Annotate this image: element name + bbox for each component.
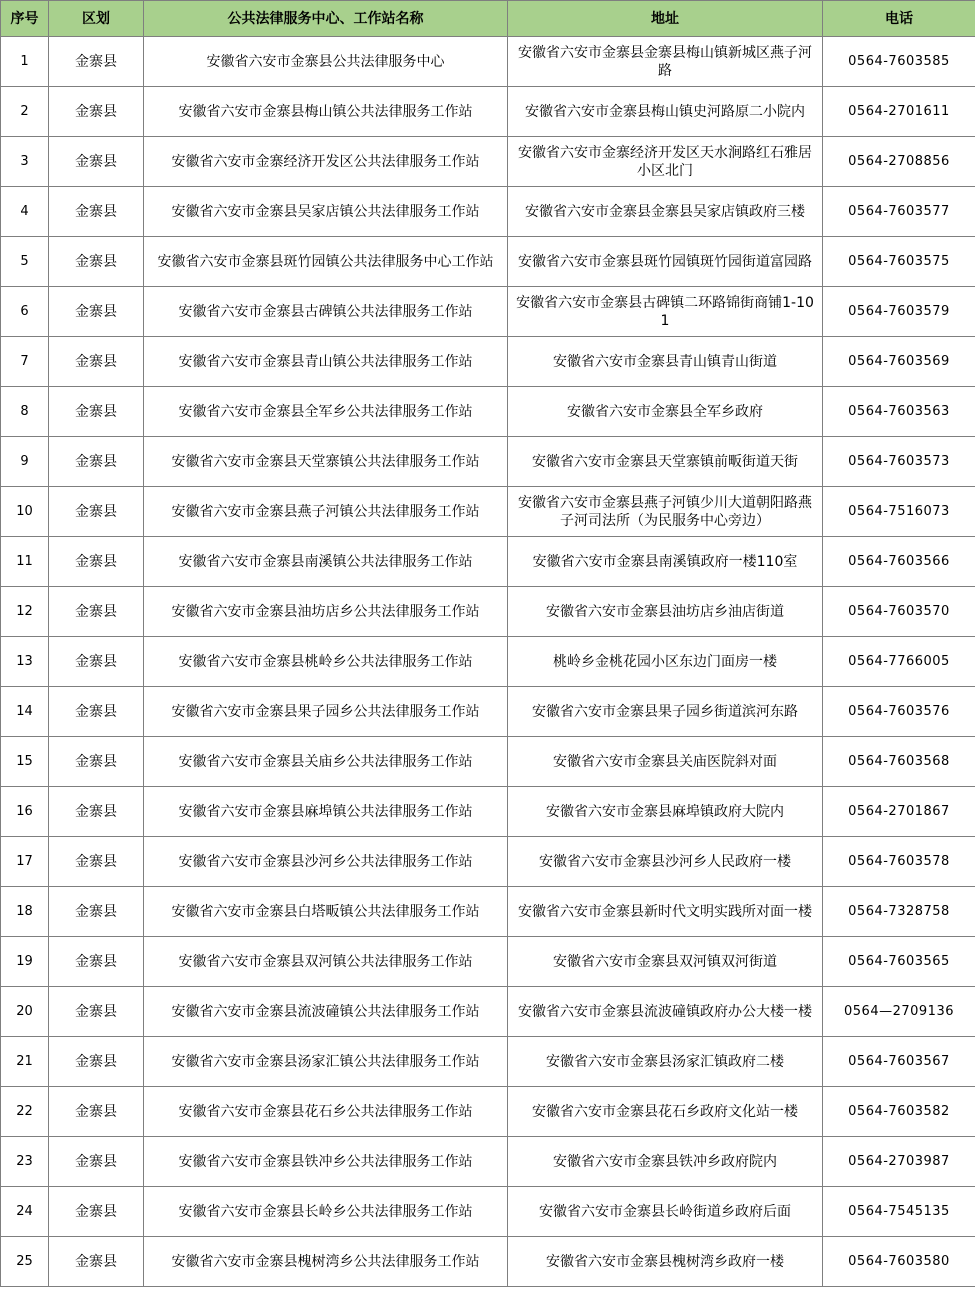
cell-station-name: 安徽省六安市金寨县麻埠镇公共法律服务工作站 — [144, 787, 508, 837]
cell-address: 安徽省六安市金寨县花石乡政府文化站一楼 — [508, 1087, 823, 1137]
cell-address: 安徽省六安市金寨县金寨县吴家店镇政府三楼 — [508, 187, 823, 237]
cell-station-name: 安徽省六安市金寨县全军乡公共法律服务工作站 — [144, 387, 508, 437]
cell-station-name: 安徽省六安市金寨县斑竹园镇公共法律服务中心工作站 — [144, 237, 508, 287]
cell-district: 金寨县 — [49, 87, 144, 137]
cell-phone: 0564-7603576 — [823, 687, 975, 737]
cell-phone: 0564-7603563 — [823, 387, 975, 437]
table-row — [1, 337, 975, 387]
cell-station-name: 安徽省六安市金寨县流波䃥镇公共法律服务工作站 — [144, 987, 508, 1037]
cell-phone: 0564-7545135 — [823, 1187, 975, 1237]
table-row — [1, 1137, 975, 1187]
cell-phone: 0564-7603568 — [823, 737, 975, 787]
cell-district: 金寨县 — [49, 37, 144, 87]
cell-address: 安徽省六安市金寨经济开发区天水涧路红石雅居小区北门 — [508, 137, 823, 187]
cell-seq: 1 — [1, 37, 49, 87]
table-row — [1, 887, 975, 937]
cell-seq: 23 — [1, 1137, 49, 1187]
cell-seq: 19 — [1, 937, 49, 987]
cell-address: 安徽省六安市金寨县长岭街道乡政府后面 — [508, 1187, 823, 1237]
table-row — [1, 387, 975, 437]
header-district: 区划 — [49, 1, 144, 37]
cell-district: 金寨县 — [49, 237, 144, 287]
cell-phone: 0564-7603579 — [823, 287, 975, 337]
cell-seq: 4 — [1, 187, 49, 237]
cell-district: 金寨县 — [49, 737, 144, 787]
table-row — [1, 1087, 975, 1137]
cell-station-name: 安徽省六安市金寨县果子园乡公共法律服务工作站 — [144, 687, 508, 737]
table-row — [1, 987, 975, 1037]
cell-station-name: 安徽省六安市金寨县桃岭乡公共法律服务工作站 — [144, 637, 508, 687]
cell-address: 安徽省六安市金寨县双河镇双河街道 — [508, 937, 823, 987]
cell-district: 金寨县 — [49, 1037, 144, 1087]
table-row — [1, 137, 975, 187]
table-row — [1, 437, 975, 487]
cell-district: 金寨县 — [49, 1187, 144, 1237]
cell-seq: 8 — [1, 387, 49, 437]
cell-district: 金寨县 — [49, 337, 144, 387]
cell-address: 安徽省六安市金寨县沙河乡人民政府一楼 — [508, 837, 823, 887]
cell-station-name: 安徽省六安市金寨县槐树湾乡公共法律服务工作站 — [144, 1237, 508, 1287]
cell-station-name: 安徽省六安市金寨经济开发区公共法律服务工作站 — [144, 137, 508, 187]
cell-phone: 0564-7603567 — [823, 1037, 975, 1087]
cell-address: 安徽省六安市金寨县汤家汇镇政府二楼 — [508, 1037, 823, 1087]
cell-station-name: 安徽省六安市金寨县双河镇公共法律服务工作站 — [144, 937, 508, 987]
cell-station-name: 安徽省六安市金寨县天堂寨镇公共法律服务工作站 — [144, 437, 508, 487]
cell-phone: 0564-2701611 — [823, 87, 975, 137]
cell-phone: 0564-7603582 — [823, 1087, 975, 1137]
cell-seq: 9 — [1, 437, 49, 487]
cell-phone: 0564-7603575 — [823, 237, 975, 287]
cell-district: 金寨县 — [49, 487, 144, 537]
cell-seq: 20 — [1, 987, 49, 1037]
table-row — [1, 1237, 975, 1287]
cell-phone: 0564-7603570 — [823, 587, 975, 637]
header-row — [1, 1, 975, 37]
cell-address: 安徽省六安市金寨县梅山镇史河路原二小院内 — [508, 87, 823, 137]
cell-station-name: 安徽省六安市金寨县花石乡公共法律服务工作站 — [144, 1087, 508, 1137]
cell-station-name: 安徽省六安市金寨县汤家汇镇公共法律服务工作站 — [144, 1037, 508, 1087]
cell-seq: 25 — [1, 1237, 49, 1287]
cell-seq: 12 — [1, 587, 49, 637]
cell-district: 金寨县 — [49, 787, 144, 837]
cell-address: 安徽省六安市金寨县燕子河镇少川大道朝阳路燕子河司法所（为民服务中心旁边） — [508, 487, 823, 537]
cell-phone: 0564-7603569 — [823, 337, 975, 387]
cell-seq: 11 — [1, 537, 49, 587]
cell-seq: 15 — [1, 737, 49, 787]
cell-address: 安徽省六安市金寨县新时代文明实践所对面一楼 — [508, 887, 823, 937]
cell-address: 安徽省六安市金寨县南溪镇政府一楼110室 — [508, 537, 823, 587]
cell-address: 安徽省六安市金寨县关庙医院斜对面 — [508, 737, 823, 787]
cell-station-name: 安徽省六安市金寨县南溪镇公共法律服务工作站 — [144, 537, 508, 587]
cell-address: 安徽省六安市金寨县油坊店乡油店街道 — [508, 587, 823, 637]
cell-district: 金寨县 — [49, 837, 144, 887]
cell-phone: 0564-7603578 — [823, 837, 975, 887]
cell-seq: 16 — [1, 787, 49, 837]
cell-phone: 0564-7603566 — [823, 537, 975, 587]
cell-station-name: 安徽省六安市金寨县青山镇公共法律服务工作站 — [144, 337, 508, 387]
cell-address: 安徽省六安市金寨县流波䃥镇政府办公大楼一楼 — [508, 987, 823, 1037]
cell-phone: 0564-7603565 — [823, 937, 975, 987]
cell-address: 安徽省六安市金寨县天堂寨镇前畈街道天街 — [508, 437, 823, 487]
header-name: 公共法律服务中心、工作站名称 — [144, 1, 508, 37]
cell-station-name: 安徽省六安市金寨县油坊店乡公共法律服务工作站 — [144, 587, 508, 637]
cell-district: 金寨县 — [49, 1237, 144, 1287]
table-row — [1, 687, 975, 737]
table-row — [1, 37, 975, 87]
table-row — [1, 737, 975, 787]
cell-phone: 0564-2703987 — [823, 1137, 975, 1187]
cell-station-name: 安徽省六安市金寨县沙河乡公共法律服务工作站 — [144, 837, 508, 887]
table-row — [1, 637, 975, 687]
cell-phone: 0564-7516073 — [823, 487, 975, 537]
cell-district: 金寨县 — [49, 937, 144, 987]
header-seq: 序号 — [1, 1, 49, 37]
cell-seq: 6 — [1, 287, 49, 337]
table-row — [1, 1037, 975, 1087]
cell-address: 安徽省六安市金寨县斑竹园镇斑竹园街道富园路 — [508, 237, 823, 287]
cell-seq: 22 — [1, 1087, 49, 1137]
cell-phone: 0564-7328758 — [823, 887, 975, 937]
table-row — [1, 487, 975, 537]
cell-station-name: 安徽省六安市金寨县古碑镇公共法律服务工作站 — [144, 287, 508, 337]
cell-phone: 0564-7603577 — [823, 187, 975, 237]
table-row — [1, 87, 975, 137]
cell-district: 金寨县 — [49, 437, 144, 487]
cell-phone: 0564-7603573 — [823, 437, 975, 487]
cell-address: 安徽省六安市金寨县金寨县梅山镇新城区燕子河路 — [508, 37, 823, 87]
table-row — [1, 587, 975, 637]
cell-district: 金寨县 — [49, 1087, 144, 1137]
cell-district: 金寨县 — [49, 287, 144, 337]
cell-station-name: 安徽省六安市金寨县铁冲乡公共法律服务工作站 — [144, 1137, 508, 1187]
cell-district: 金寨县 — [49, 887, 144, 937]
cell-station-name: 安徽省六安市金寨县吴家店镇公共法律服务工作站 — [144, 187, 508, 237]
cell-station-name: 安徽省六安市金寨县公共法律服务中心 — [144, 37, 508, 87]
cell-district: 金寨县 — [49, 1137, 144, 1187]
table-row — [1, 787, 975, 837]
cell-address: 安徽省六安市金寨县古碑镇二环路锦街商铺1-101 — [508, 287, 823, 337]
cell-address: 桃岭乡金桃花园小区东边门面房一楼 — [508, 637, 823, 687]
cell-seq: 13 — [1, 637, 49, 687]
cell-station-name: 安徽省六安市金寨县燕子河镇公共法律服务工作站 — [144, 487, 508, 537]
cell-district: 金寨县 — [49, 687, 144, 737]
cell-station-name: 安徽省六安市金寨县关庙乡公共法律服务工作站 — [144, 737, 508, 787]
cell-district: 金寨县 — [49, 637, 144, 687]
table-row — [1, 187, 975, 237]
table-row — [1, 537, 975, 587]
cell-district: 金寨县 — [49, 387, 144, 437]
cell-station-name: 安徽省六安市金寨县白塔畈镇公共法律服务工作站 — [144, 887, 508, 937]
cell-address: 安徽省六安市金寨县全军乡政府 — [508, 387, 823, 437]
table-row — [1, 837, 975, 887]
table-row — [1, 937, 975, 987]
cell-district: 金寨县 — [49, 187, 144, 237]
cell-seq: 21 — [1, 1037, 49, 1087]
cell-seq: 18 — [1, 887, 49, 937]
table-row — [1, 1187, 975, 1237]
cell-seq: 2 — [1, 87, 49, 137]
cell-address: 安徽省六安市金寨县铁冲乡政府院内 — [508, 1137, 823, 1187]
cell-seq: 17 — [1, 837, 49, 887]
table-row — [1, 237, 975, 287]
cell-phone: 0564—2709136 — [823, 987, 975, 1037]
cell-phone: 0564-7603585 — [823, 37, 975, 87]
cell-district: 金寨县 — [49, 587, 144, 637]
cell-seq: 5 — [1, 237, 49, 287]
cell-address: 安徽省六安市金寨县槐树湾乡政府一楼 — [508, 1237, 823, 1287]
cell-station-name: 安徽省六安市金寨县梅山镇公共法律服务工作站 — [144, 87, 508, 137]
table-row — [1, 287, 975, 337]
cell-seq: 7 — [1, 337, 49, 387]
cell-district: 金寨县 — [49, 987, 144, 1037]
cell-seq: 14 — [1, 687, 49, 737]
cell-address: 安徽省六安市金寨县果子园乡街道滨河东路 — [508, 687, 823, 737]
cell-phone: 0564-7603580 — [823, 1237, 975, 1287]
cell-phone: 0564-7766005 — [823, 637, 975, 687]
cell-phone: 0564-2708856 — [823, 137, 975, 187]
cell-district: 金寨县 — [49, 137, 144, 187]
cell-address: 安徽省六安市金寨县麻埠镇政府大院内 — [508, 787, 823, 837]
cell-seq: 3 — [1, 137, 49, 187]
cell-district: 金寨县 — [49, 537, 144, 587]
header-address: 地址 — [508, 1, 823, 37]
cell-seq: 24 — [1, 1187, 49, 1237]
cell-phone: 0564-2701867 — [823, 787, 975, 837]
cell-station-name: 安徽省六安市金寨县长岭乡公共法律服务工作站 — [144, 1187, 508, 1237]
cell-seq: 10 — [1, 487, 49, 537]
cell-address: 安徽省六安市金寨县青山镇青山街道 — [508, 337, 823, 387]
header-phone: 电话 — [823, 1, 975, 37]
